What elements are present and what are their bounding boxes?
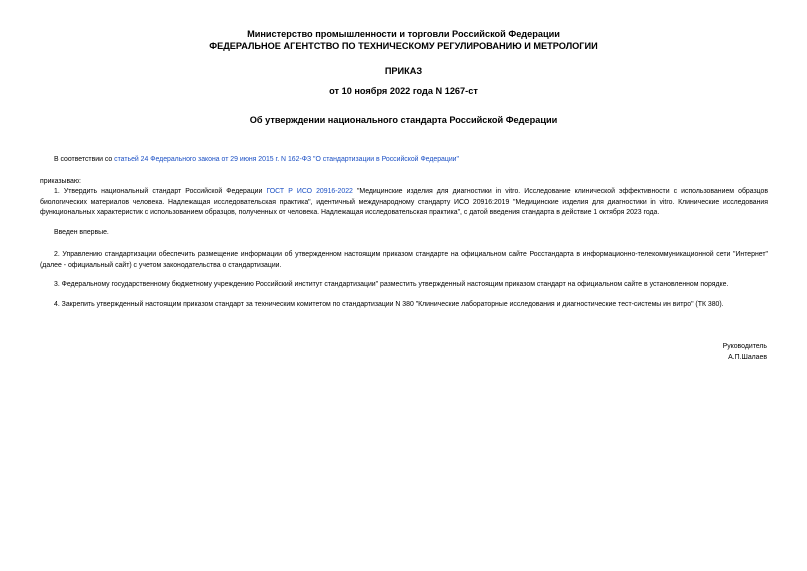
agency-name: ФЕДЕРАЛЬНОЕ АГЕНТСТВО ПО ТЕХНИЧЕСКОМУ РЕГУЛИРОВАНИЮ И МЕТРОЛОГИИ — [209, 41, 598, 51]
item-2-paragraph: 2. Управлению стандартизации обеспечить размещение информации об утвержденном настоящим приказом стандарте на официальном сайте Росстандарта в информационно-телекоммуникационной сети "Интернет" (далее - официальный сайт) с учетом законодательства о стандартизации. — [40, 251, 768, 269]
item-1-suffix: "Медицинские изделия для диагностики in vitro. Исследование клинической эффективности с использованием образцов биологических материалов человека. Надлежащая исследовательская практика", идентичный международному стандарту ИСО 20916:2019 "Медицинские изделия для диагностики in vitro. Клинические исследования функциональных характеристик с использованием образцов, полученных от человека. Надлежащая исследовательская практика", с датой введения стандарта в действие 1 октября 2023 года. — [40, 188, 768, 216]
preamble-prefix: В соответствии со — [54, 156, 115, 163]
item-4-paragraph: 4. Закрепить утвержденный настоящим приказом стандарт за техническим комитетом по стандартизации N 380 "Клинические лабораторные исследования и диагностические тест-системы ин витро" (ТК 380). — [54, 301, 724, 308]
item-3-paragraph: 3. Федеральному государственному бюджетному учреждению Российский институт стандартизации" разместить утвержденный настоящим приказом стандарт на официальном сайте в установленном порядке. — [54, 281, 729, 288]
signature-position: Руководитель — [722, 343, 767, 350]
item-1-paragraph — [40, 187, 768, 219]
ministry-name: Министерство промышленности и торговли Российской Федерации — [247, 29, 560, 39]
signature-name: А.П.Шалаев — [728, 354, 767, 361]
introduced-note: Введен впервые. — [54, 229, 109, 236]
federal-law-link[interactable]: статьей 24 Федерального закона от 29 июня 2015 г. N 162-ФЗ "О стандартизации в Российской Федерации" — [114, 156, 459, 163]
preamble-paragraph — [40, 155, 768, 166]
gost-standard-link[interactable]: ГОСТ Р ИСО 20916-2022 — [266, 188, 353, 195]
item-1-prefix: 1. Утвердить национальный стандарт Российской Федерации — [54, 188, 267, 195]
document-title: Об утверждении национального стандарта Российской Федерации — [249, 115, 558, 125]
document-type: ПРИКАЗ — [384, 66, 423, 76]
document-date-number: от 10 ноября 2022 года N 1267-ст — [329, 86, 478, 96]
order-word: приказываю: — [40, 178, 81, 185]
